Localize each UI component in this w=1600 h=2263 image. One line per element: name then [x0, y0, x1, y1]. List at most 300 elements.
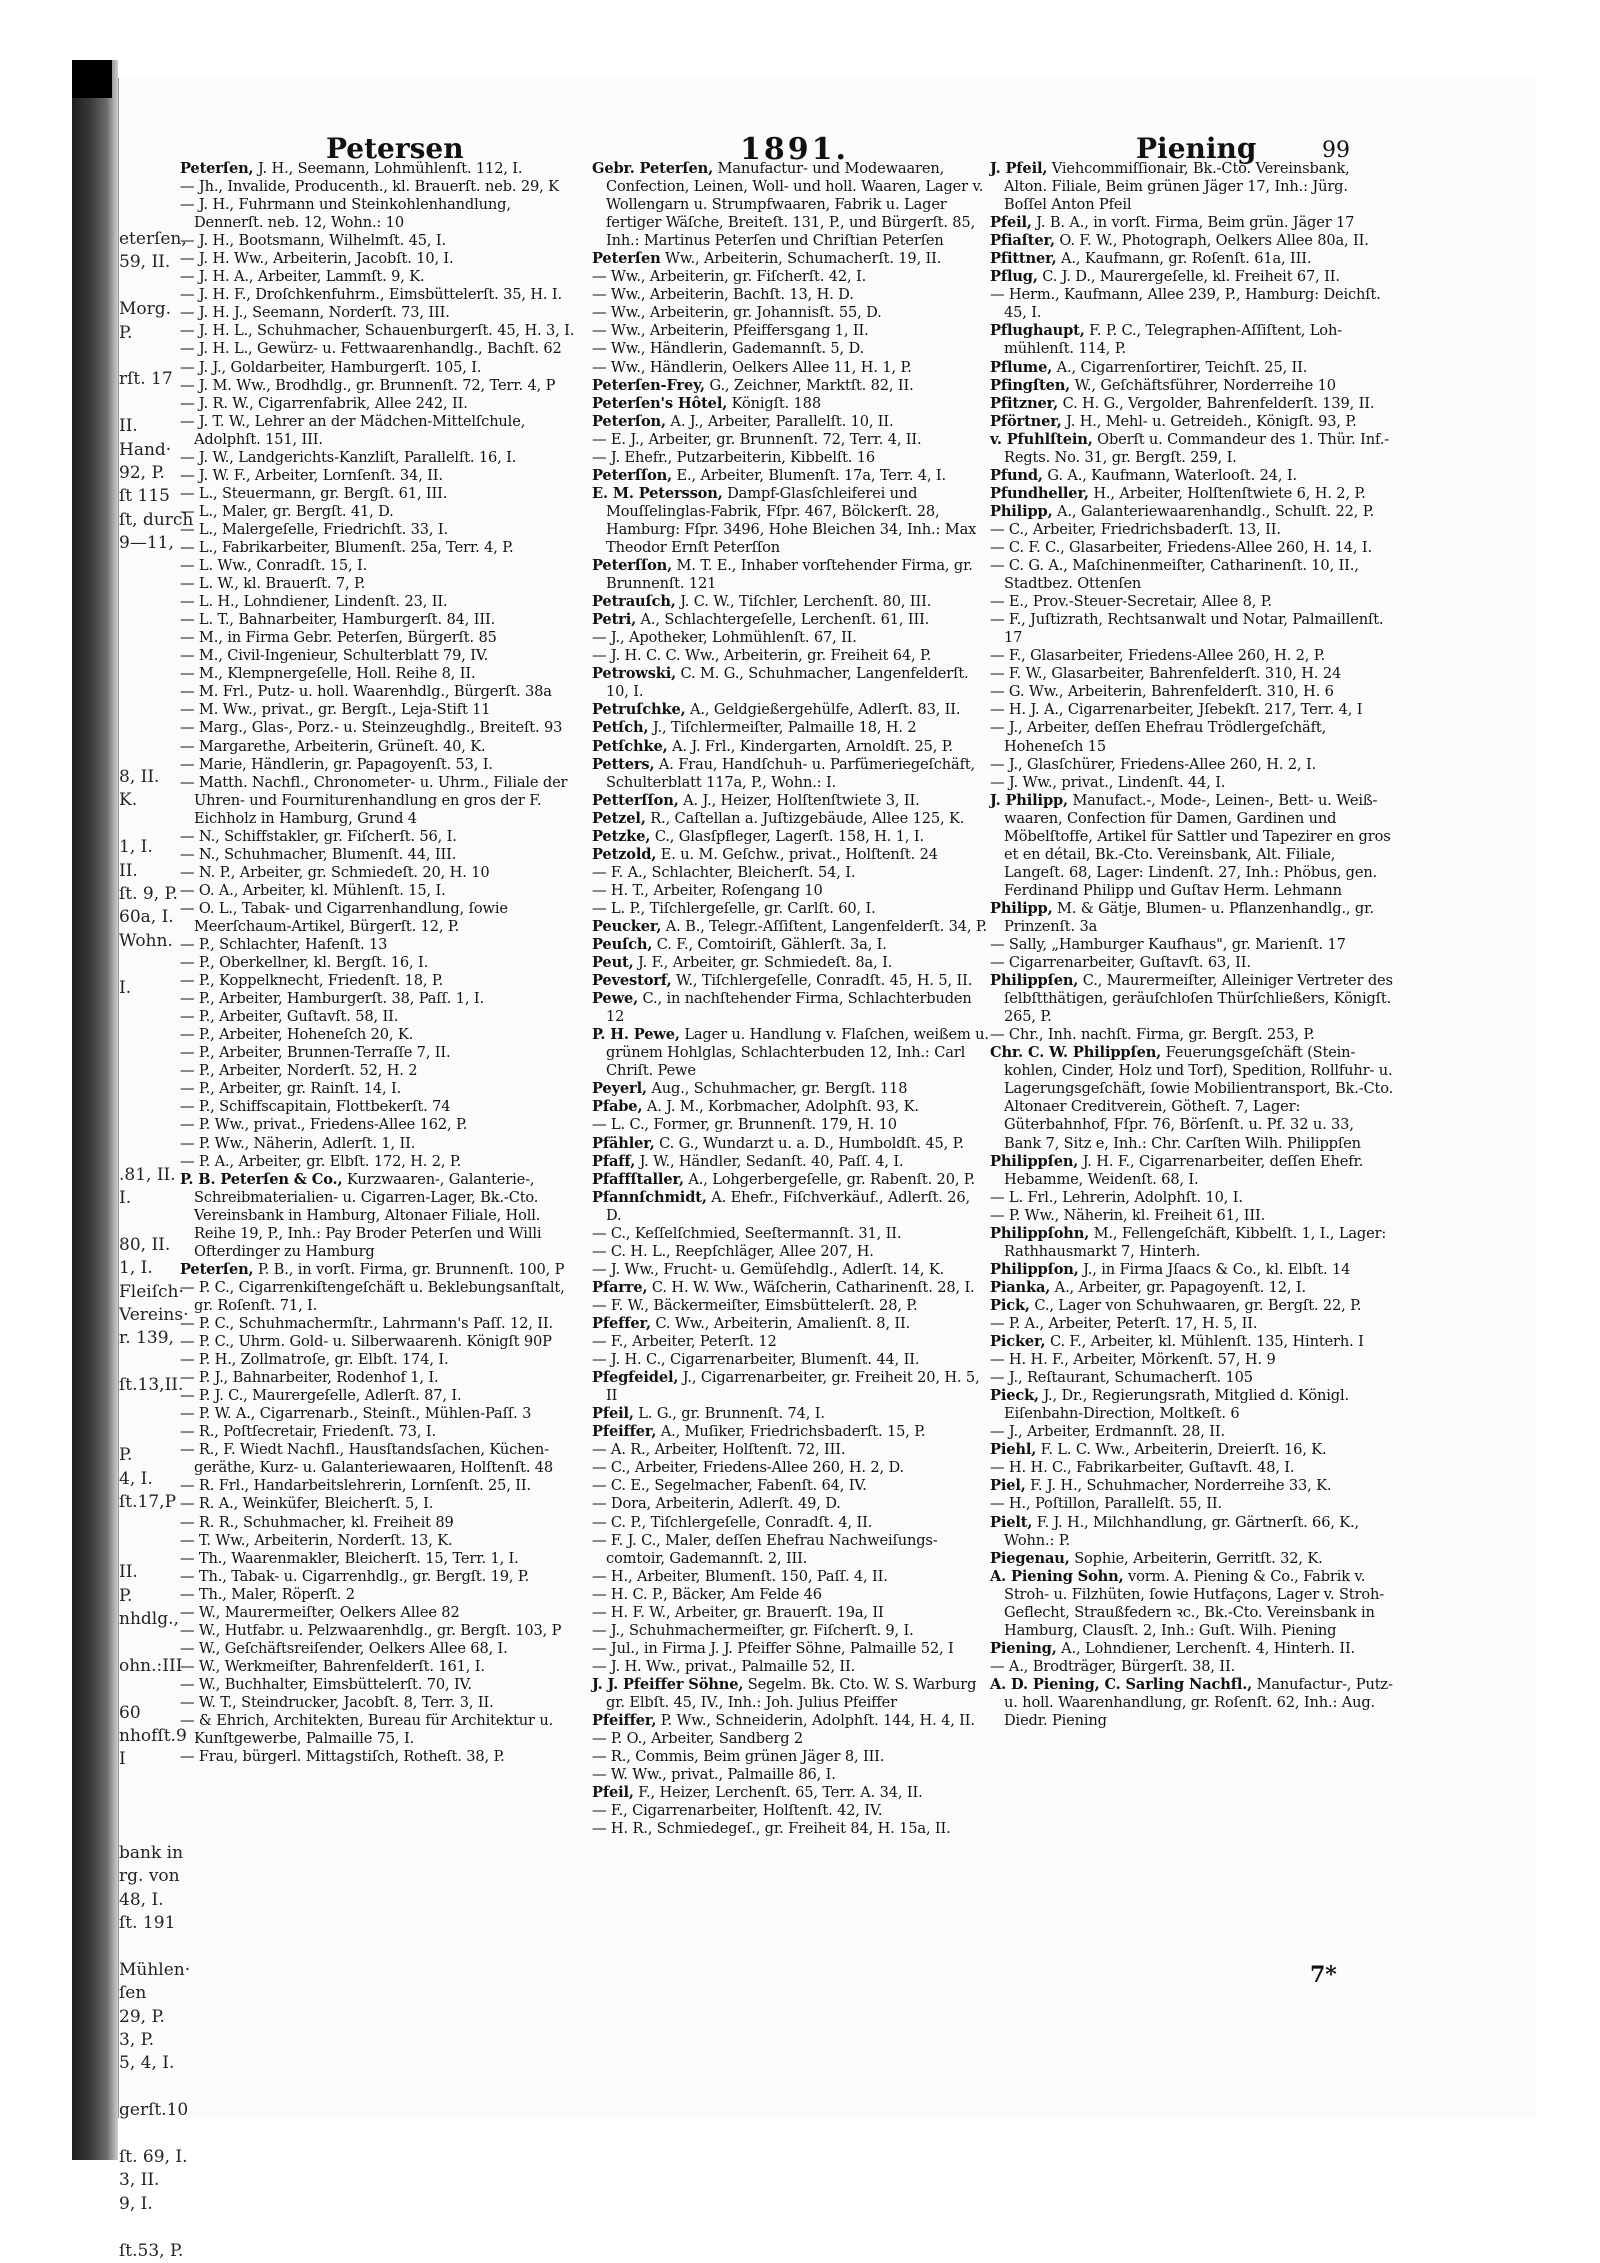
directory-entry — [592, 846, 990, 864]
entry-name: Piegenau, — [990, 1549, 1070, 1567]
entry-details: — J., Arbeiter, Erdmannſt. 28, II. — [990, 1423, 1225, 1441]
directory-entry — [180, 160, 584, 178]
entry-details: — P., Arbeiter, Guſtavſt. 58, II. — [180, 1008, 399, 1026]
directory-entry — [990, 593, 1394, 611]
entry-details: Segelm. Bk. Cto. W. S. Warburg gr. Elbſt. 45, IV., Inh.: Joh. Julius Pfeiffer — [606, 1675, 977, 1711]
entry-name: Pfundheller, — [990, 484, 1089, 502]
entry-details: — J. H. L., Schuhmacher, Schauenburgerſt. 45, H. 3, I. — [180, 322, 575, 340]
entry-details: — J. H. C. C. Ww., Arbeiterin, gr. Freiheit 64, P. — [592, 647, 932, 665]
entry-details: — L. P., Tiſchlergeſelle, gr. Carlſt. 60, I. — [592, 899, 876, 917]
edge-fragment — [119, 1023, 187, 1046]
edge-fragment — [119, 1047, 187, 1070]
entry-details: — F. W., Bäckermeiſter, Eimsbüttelerſt. 28, P. — [592, 1296, 918, 1314]
edge-fragment — [119, 1936, 187, 1959]
edge-fragment: 4, I. — [119, 1468, 153, 1489]
edge-fragment: 9—11, — [119, 533, 174, 554]
entry-details: A., Cigarrenſortirer, Teichſt. 25, II. — [1052, 358, 1308, 376]
entry-name: Petri, — [592, 611, 637, 629]
directory-entry — [990, 665, 1394, 683]
entry-details: M. & Gätje, Blumen- u. Pflanzenhandlg., gr. Prinzenſt. 3a — [1004, 899, 1374, 935]
directory-entry — [180, 1008, 584, 1026]
entry-details: C. G., Wundarzt u. a. D., Humboldſt. 45, P. — [654, 1134, 964, 1152]
directory-entry — [180, 503, 584, 521]
directory-entry — [592, 810, 990, 828]
directory-entry — [592, 936, 990, 954]
entry-name: Pielt, — [990, 1513, 1033, 1531]
directory-entry — [180, 882, 584, 900]
directory-entry — [990, 1658, 1394, 1676]
directory-entry — [592, 413, 990, 431]
entry-details: — C. P., Tiſchlergeſelle, Conradſt. 4, II. — [592, 1513, 873, 1531]
directory-entry — [592, 1586, 990, 1604]
entry-details: — Ww., Arbeiterin, gr. Johannisſt. 55, D. — [592, 304, 882, 322]
entry-details: — P. H., Zollmatroſe, gr. Elbſt. 174, I. — [180, 1351, 449, 1369]
directory-entry — [990, 701, 1394, 719]
edge-fragment — [119, 392, 187, 415]
entry-details: — O. A., Arbeiter, kl. Mühlenſt. 15, I. — [180, 881, 446, 899]
directory-entry — [990, 1044, 1394, 1152]
directory-entry — [180, 539, 584, 557]
entry-name: Philipp, — [990, 502, 1053, 520]
entry-details: Ww., Arbeiterin, Schumacherſt. 19, II. — [660, 250, 942, 268]
directory-entry — [592, 340, 990, 358]
entry-details: — Jh., Invalide, Producenth., kl. Brauerſt. neb. 29, K — [180, 178, 559, 196]
directory-entry — [592, 593, 990, 611]
entry-details: — P. J. C., Maurergeſelle, Adlerſt. 87, I. — [180, 1387, 462, 1405]
directory-entry — [180, 593, 584, 611]
directory-entry — [592, 304, 990, 322]
directory-entry — [180, 1694, 584, 1712]
entry-details: Manufactur- und Modewaaren, Confection, Leinen, Woll- und holl. Waaren, Lager v. Wollengarn u. Strumpfwaaren, Fabrik u. Lager fertiger Wäſche, Breiteſt. 131, P., und Bürgerſt. 85, Inh.: Martinus Peterſen und Chriſtian Peterſen — [606, 160, 984, 250]
directory-entry — [180, 286, 584, 304]
entry-details: P. Ww., Schneiderin, Adolphſt. 144, H. 4, II. — [656, 1712, 975, 1730]
entry-details: — T. Ww., Arbeiterin, Norderſt. 13, K. — [180, 1531, 453, 1549]
directory-entry — [990, 756, 1394, 774]
directory-entry — [990, 557, 1394, 593]
directory-entry — [592, 268, 990, 286]
directory-entry — [180, 1514, 584, 1532]
directory-entry — [592, 1766, 990, 1784]
directory-entry — [180, 1369, 584, 1387]
entry-details: — Jul., in Firma J. J. Pfeiffer Söhne, Palmaille 52, I — [592, 1639, 954, 1657]
entry-details: — O. L., Tabak- und Cigarrenhandlung, ſowie Meerſchaum-Artikel, Bürgerſt. 12, P. — [180, 899, 508, 935]
entry-name: Pfeffer, — [592, 1315, 651, 1332]
edge-fragment: 1, I. — [119, 837, 153, 858]
entry-name: Piel, — [990, 1477, 1026, 1495]
entry-details: — Ww., Arbeiterin, Pfeiffersgang 1, II. — [592, 322, 869, 340]
edge-fragment — [119, 2076, 187, 2099]
running-head-year: 1891. — [740, 132, 849, 167]
directory-entry — [180, 1044, 584, 1062]
directory-entry — [592, 900, 990, 918]
entry-name: Petrauſch, — [592, 593, 676, 611]
entry-details: C. H. G., Vergolder, Bahrenfelderſt. 139, II. — [1058, 394, 1375, 412]
entry-name: A. D. Piening, C. Sarling Nachfl., — [990, 1675, 1253, 1693]
directory-entry — [990, 1514, 1394, 1550]
directory-entry — [990, 1315, 1394, 1333]
directory-entry — [180, 936, 584, 954]
directory-entry — [180, 377, 584, 395]
directory-entry — [592, 1477, 990, 1495]
entry-details: — L. C., Former, gr. Brunnenſt. 179, H. 10 — [592, 1116, 897, 1134]
entry-details: J., Dr., Regierungsrath, Mitglied d. Königl. Eiſenbahn-Direction, Moltkeſt. 6 — [1004, 1387, 1349, 1423]
directory-entry — [990, 1351, 1394, 1369]
directory-entry — [592, 1116, 990, 1134]
entry-details: — Herm., Kaufmann, Allee 239, P., Hamburg: Deichſt. 45, I. — [990, 286, 1381, 322]
entry-details: — J. H. L., Gewürz- u. Fettwaarenhandlg., Bachſt. 62 — [180, 340, 562, 358]
edge-fragment — [119, 1678, 187, 1701]
entry-details: — A. R., Arbeiter, Holſtenſt. 72, III. — [592, 1441, 846, 1459]
entry-details: — L., Steuermann, gr. Bergſt. 61, III. — [180, 484, 448, 502]
directory-entry — [990, 1423, 1394, 1441]
directory-entry — [180, 1712, 584, 1748]
edge-fragment: II. — [119, 1562, 138, 1583]
edge-fragment: ſt. 191 — [119, 1913, 176, 1934]
entry-name: Pevestorf, — [592, 972, 672, 990]
edge-fragment: II. — [119, 416, 138, 437]
entry-details: — M. Frl., Putz- u. holl. Waarenhdlg., Bürgerſt. 38a — [180, 683, 552, 701]
entry-details: — G. Ww., Arbeiterin, Bahrenfelderſt. 310, H. 6 — [990, 683, 1334, 701]
directory-entry — [592, 1261, 990, 1279]
entry-details: F. J. H., Schuhmacher, Norderreihe 33, K. — [1025, 1477, 1332, 1495]
entry-name: Pfeiffer, — [592, 1423, 657, 1441]
directory-entry — [990, 377, 1394, 395]
entry-details: J. H. F., Cigarrenarbeiter, deſſen Ehefr. Hebamme, Weidenſt. 68, I. — [1004, 1152, 1364, 1188]
directory-entry — [592, 990, 990, 1026]
directory-entry — [592, 1622, 990, 1640]
directory-entry — [990, 1261, 1394, 1279]
entry-details: — H. H. C., Fabrikarbeiter, Guſtavſt. 48, I. — [990, 1459, 1295, 1477]
edge-fragment: I. — [119, 977, 132, 998]
entry-details: — J. W., Landgerichts-Kanzliſt, Parallelſt. 16, I. — [180, 448, 517, 466]
entry-details: — N. P., Arbeiter, gr. Schmiedeſt. 20, H. 10 — [180, 863, 490, 881]
entry-details: G., Zeichner, Marktſt. 82, II. — [704, 376, 914, 394]
directory-entry — [180, 1098, 584, 1116]
entry-details: — N., Schuhmacher, Blumenſt. 44, III. — [180, 845, 457, 863]
edge-fragment: gerſt.10 — [119, 2100, 189, 2121]
entry-details: J. W., Händler, Sedanſt. 40, Paſſ. 4, I. — [635, 1152, 904, 1170]
entry-name: Peterſon, — [592, 412, 666, 430]
entry-name: Piehl, — [990, 1441, 1037, 1459]
entry-details: — P., Schiffscapitain, Flottbekerſt. 74 — [180, 1098, 451, 1116]
directory-entry — [180, 1261, 584, 1279]
entry-name: J. Philipp, — [990, 791, 1068, 809]
directory-entry — [592, 1315, 990, 1333]
entry-details: J. B. A., in vorſt. Firma, Beim grün. Jäger 17 — [1031, 214, 1355, 232]
edge-fragment: eterſen, — [119, 229, 187, 249]
directory-entry — [180, 196, 584, 232]
entry-details: — M. Ww., privat., gr. Bergſt., Leja-Stift 11 — [180, 701, 491, 719]
entry-details: — Frau, bürgerl. Mittagstiſch, Rotheſt. 38, P. — [180, 1748, 505, 1766]
directory-column-1 — [180, 160, 584, 1766]
edge-fragment — [119, 2123, 187, 2146]
entry-details: — J. H. J., Seemann, Norderſt. 73, III. — [180, 304, 450, 322]
edge-fragment — [119, 1070, 187, 1093]
directory-entry — [990, 972, 1394, 1026]
entry-details: — P., Arbeiter, Hoheneſch 20, K. — [180, 1026, 414, 1044]
directory-entry — [990, 611, 1394, 647]
entry-details: — N., Schiffstakler, gr. Fiſcherſt. 56, I. — [180, 827, 457, 845]
entry-details: — W., Hutfabr. u. Pelzwaarenhdlg., gr. Bergſt. 103, P — [180, 1621, 562, 1639]
entry-details: — L., Malergeſelle, Friedrichſt. 33, I. — [180, 520, 448, 538]
entry-details: — P. Ww., privat., Friedens-Allee 162, P. — [180, 1116, 468, 1134]
entry-details: — F. A., Schlachter, Bleicherſt. 54, I. — [592, 863, 856, 881]
directory-entry — [990, 1207, 1394, 1225]
entry-details: — P. A., Arbeiter, gr. Elbſt. 172, H. 2, P. — [180, 1152, 462, 1170]
directory-entry — [592, 449, 990, 467]
entry-details: — H., Arbeiter, Blumenſt. 150, Paſſ. 4, II. — [592, 1567, 888, 1585]
directory-entry — [592, 1026, 990, 1080]
entry-name: Petters, — [592, 755, 655, 773]
entry-details: — W., Maurermeiſter, Oelkers Allee 82 — [180, 1603, 460, 1621]
entry-name: E. M. Petersson, — [592, 484, 723, 502]
directory-entry — [592, 557, 990, 593]
entry-details: Aug., Schuhmacher, gr. Bergſt. 118 — [646, 1080, 908, 1098]
entry-details: — P. C., Schuhmachermſtr., Lahrmann's Paſſ. 12, II. — [180, 1315, 553, 1332]
entry-details: Manufact.-, Mode-, Leinen-, Bett- u. Weißwaaren, Confection für Damen, Gardinen und Möbelſtoffe, Artikel für Sattler und Tapezirer en gros et en détail, Bk.-Cto. Vereinsbank, Alt. Filiale, Langeſt. 68, Lager: Lindenſt. 27, Inh.: Phöbus, gen. Ferdinand Philipp und Guſtav Herm. Lehmann — [1004, 791, 1391, 899]
directory-entry — [592, 1333, 990, 1351]
entry-details: F., Heizer, Lerchenſt. 65, Terr. A. 34, II. — [633, 1784, 923, 1802]
entry-details: — J., Arbeiter, deſſen Ehefrau Trödlergeſchäft, Hoheneſch 15 — [990, 719, 1327, 755]
directory-entry — [592, 665, 990, 701]
edge-fragment — [119, 1093, 187, 1116]
directory-entry — [180, 1351, 584, 1369]
edge-fragment — [119, 2216, 187, 2239]
entry-details: — L., Maler, gr. Bergſt. 41, D. — [180, 502, 394, 520]
directory-entry — [592, 954, 990, 972]
entry-details: Sophie, Arbeiterin, Gerritſt. 32, K. — [1069, 1549, 1323, 1567]
directory-entry — [180, 1604, 584, 1622]
edge-fragment: 5, 4, I. — [119, 2053, 175, 2074]
directory-entry — [592, 719, 990, 737]
entry-name: Peyerl, — [592, 1080, 647, 1098]
entry-details: — Th., Maler, Röperſt. 2 — [180, 1585, 355, 1603]
directory-entry — [990, 503, 1394, 521]
edge-fragment: Vereins· — [119, 1304, 189, 1325]
directory-entry — [180, 1315, 584, 1333]
directory-entry — [990, 286, 1394, 322]
entry-details: — Dora, Arbeiterin, Adlerſt. 49, D. — [592, 1495, 841, 1513]
entry-details: J. F., Arbeiter, gr. Schmiedeſt. 8a, I. — [633, 954, 893, 972]
entry-details: A., Galanteriewaarenhandlg., Schulſt. 22, P. — [1052, 502, 1374, 520]
directory-entry — [180, 1640, 584, 1658]
directory-entry — [180, 178, 584, 196]
entry-name: Pfitzner, — [990, 394, 1059, 412]
entry-name: Peterſſon, — [592, 557, 673, 575]
directory-entry — [592, 1658, 990, 1676]
edge-fragment: 8, II. — [119, 766, 160, 787]
entry-name: Pfingſten, — [990, 376, 1071, 394]
edge-fragment — [119, 1421, 187, 1444]
entry-details: — M., in Firma Gebr. Peterſen, Bürgerſt. 85 — [180, 629, 497, 647]
entry-details: — P. Ww., Näherin, Adlerſt. 1, II. — [180, 1134, 416, 1152]
edge-fragment: 48, I. — [119, 1889, 164, 1910]
directory-entry — [592, 1080, 990, 1098]
entry-details: — Marg., Glas-, Porz.- u. Steinzeughdlg., Breiteſt. 93 — [180, 719, 563, 737]
edge-fragment — [119, 813, 187, 836]
directory-entry — [592, 286, 990, 304]
directory-entry — [180, 756, 584, 774]
edge-fragment: Morg. — [119, 299, 172, 320]
edge-fragment: P. — [119, 322, 133, 343]
directory-entry — [592, 882, 990, 900]
entry-details: — P. Ww., Näherin, kl. Freiheit 61, III. — [990, 1206, 1266, 1224]
edge-fragment: 3, P. — [119, 2030, 155, 2051]
entry-name: J. Pfeil, — [990, 160, 1048, 177]
entry-details: — E. J., Arbeiter, gr. Brunnenſt. 72, Terr. 4, II. — [592, 430, 922, 448]
directory-entry — [592, 864, 990, 882]
directory-entry — [592, 918, 990, 936]
entry-details: — Ww., Händlerin, Gademannſt. 5, D. — [592, 340, 865, 358]
entry-details: — Ww., Händlerin, Oelkers Allee 11, H. 1, P. — [592, 358, 912, 376]
entry-name: Pfaff, — [592, 1152, 636, 1170]
entry-details: F. L. C. Ww., Arbeiterin, Dreierſt. 16, K. — [1036, 1441, 1327, 1459]
edge-fragment: Wohn. — [119, 930, 173, 951]
entry-name: Pflume, — [990, 358, 1053, 376]
entry-details: — H. J. A., Cigarrenarbeiter, Jſebekſt. 217, Terr. 4, I — [990, 701, 1363, 719]
entry-name: Peterſen-Frey, — [592, 376, 705, 394]
edge-fragment — [119, 719, 187, 742]
entry-name: Pianka, — [990, 1278, 1051, 1296]
directory-entry — [180, 1748, 584, 1766]
entry-details: R., Caſtellan a. Juſtizgebäude, Allee 125, K. — [645, 809, 965, 827]
directory-entry — [180, 1153, 584, 1171]
directory-entry — [990, 1225, 1394, 1261]
directory-entry — [592, 1640, 990, 1658]
entry-name: Petſchke, — [592, 737, 668, 755]
entry-details: C., in nachſtehender Firma, Schlachterbuden 12 — [606, 990, 972, 1026]
edge-fragment: r. 139, — [119, 1328, 174, 1349]
edge-fragment: ſt. 69, I. — [119, 2147, 188, 2168]
edge-fragment: nhofſt.9 — [119, 1726, 187, 1746]
entry-details: — L. Ww., Conradſt. 15, I. — [180, 557, 368, 575]
entry-details: A., Geldgießergehülfe, Adlerſt. 83, II. — [685, 701, 961, 719]
entry-details: — P. C., Uhrm. Gold- u. Silberwaarenh. Königſt 90P — [180, 1333, 552, 1351]
entry-details: — C., Arbeiter, Friedens-Allee 260, H. 2, D. — [592, 1459, 905, 1477]
entry-details: — P., Arbeiter, Norderſt. 52, H. 2 — [180, 1062, 418, 1080]
edge-fragment: Fleiſch· — [119, 1281, 184, 1302]
signature-mark: 7* — [1310, 1962, 1337, 1988]
directory-entry — [180, 683, 584, 701]
entry-details: — Margarethe, Arbeiterin, Grüneſt. 40, K. — [180, 737, 486, 755]
directory-entry — [592, 629, 990, 647]
edge-fragment: 29, P. — [119, 2006, 165, 2027]
directory-entry — [990, 413, 1394, 431]
directory-entry — [180, 304, 584, 322]
directory-entry — [592, 1802, 990, 1820]
entry-details: Manufactur-, Putz- u. holl. Waarenhandlung, gr. Roſenſt. 62, Inh.: Aug. Diedr. Piening — [1004, 1675, 1393, 1730]
directory-entry — [180, 701, 584, 719]
directory-entry — [592, 1676, 990, 1712]
entry-details: J. H., Seemann, Lohmühlenſt. 112, I. — [253, 160, 523, 177]
entry-details: — J. H. Ww., privat., Palmaille 52, II. — [592, 1657, 856, 1675]
directory-entry — [592, 160, 990, 250]
directory-entry — [180, 1116, 584, 1134]
entry-name: Pfabe, — [592, 1098, 643, 1116]
entry-details: — J. H., Fuhrmann und Steinkohlenhandlung, Dennerſt. neb. 12, Wohn.: 10 — [180, 196, 511, 232]
edge-fragment: rſt. 17 — [119, 369, 173, 390]
directory-column-2 — [592, 160, 990, 1838]
directory-entry — [180, 972, 584, 990]
directory-entry — [592, 1784, 990, 1802]
entry-details: M. T. E., Inhaber vorſtehender Firma, gr. Brunnenſt. 121 — [606, 557, 973, 593]
directory-entry — [990, 1640, 1394, 1658]
entry-details: — J. W. F., Arbeiter, Lornſenſt. 34, II. — [180, 466, 443, 484]
entry-details: J. H., Mehl- u. Getreideh., Königſt. 93, P. — [1061, 412, 1357, 430]
directory-entry — [180, 521, 584, 539]
entry-name: Pfegfeidel, — [592, 1369, 679, 1387]
entry-details: — J., Reſtaurant, Schumacherſt. 105 — [990, 1369, 1253, 1387]
directory-entry — [592, 431, 990, 449]
entry-details: — W., Werkmeiſter, Bahrenfelderſt. 161, I. — [180, 1657, 485, 1675]
directory-entry — [592, 1712, 990, 1730]
entry-details: — R., Commis, Beim grünen Jäger 8, III. — [592, 1748, 885, 1766]
directory-entry — [990, 719, 1394, 755]
entry-details: Oberſt u. Commandeur des 1. Thür. Inf.-Regts. No. 31, gr. Bergſt. 259, I. — [1004, 430, 1389, 466]
entry-name: Pfeil, — [592, 1784, 634, 1802]
directory-entry — [592, 1568, 990, 1586]
entry-name: P. B. Peterſen & Co., — [180, 1170, 343, 1188]
entry-details: A., Lohndiener, Lerchenſt. 4, Hinterh. II. — [1056, 1639, 1356, 1657]
entry-details: — Chr., Inh. nachſt. Firma, gr. Bergſt. 253, P. — [990, 1026, 1315, 1044]
entry-details: F. P. C., Telegraphen-Aſſiſtent, Lohmühlenſt. 114, P. — [1004, 322, 1343, 358]
directory-entry — [180, 395, 584, 413]
directory-entry — [990, 431, 1394, 467]
directory-entry — [180, 846, 584, 864]
directory-entry — [592, 359, 990, 377]
entry-details: — P., Oberkellner, kl. Bergſt. 16, I. — [180, 954, 429, 972]
entry-details: — Th., Tabak- u. Cigarrenhdlg., gr. Bergſt. 19, P. — [180, 1567, 530, 1585]
entry-details: M., Fellengeſchäft, Kibbelſt. 1, I., Lager: Rathhausmarkt 7, Hinterh. — [1004, 1224, 1387, 1260]
edge-fragment: K. — [119, 790, 138, 811]
edge-fragment — [119, 1772, 187, 1795]
entry-details: — J. T. W., Lehrer an der Mädchen-Mittelſchule, Adolphſt. 151, III. — [180, 412, 526, 448]
entry-details: — L. T., Bahnarbeiter, Hamburgerſt. 84, III. — [180, 611, 496, 629]
entry-details: — J., Glasſchürer, Friedens-Allee 260, H. 2, I. — [990, 755, 1317, 773]
edge-fragment: 60a, I. — [119, 907, 174, 928]
directory-entry — [180, 1423, 584, 1441]
directory-entry — [180, 449, 584, 467]
edge-fragment — [119, 953, 187, 976]
directory-entry — [592, 1748, 990, 1766]
entry-details: — Sally, „Hamburger Kaufhaus", gr. Marienſt. 17 — [990, 936, 1346, 954]
directory-entry — [990, 1333, 1394, 1351]
directory-entry — [180, 864, 584, 882]
edge-fragment — [119, 1538, 187, 1561]
edge-fragment — [119, 1398, 187, 1421]
edge-fragment: ſt.13,II. — [119, 1375, 184, 1396]
entry-details: — M., Klempnergeſelle, Holl. Reihe 8, II. — [180, 665, 476, 683]
directory-entry — [180, 322, 584, 340]
entry-details: — J. H. A., Arbeiter, Lammſt. 9, K. — [180, 268, 425, 286]
entry-details: A. J. M., Korbmacher, Adolphſt. 93, K. — [642, 1098, 919, 1116]
directory-entry — [180, 1171, 584, 1261]
entry-details: — W. Ww., privat., Palmaille 86, I. — [592, 1766, 836, 1784]
directory-entry — [180, 1405, 584, 1423]
entry-details: — P., Arbeiter, gr. Rainſt. 14, I. — [180, 1080, 402, 1098]
directory-entry — [592, 467, 990, 485]
entry-details: — L., Fabrikarbeiter, Blumenſt. 25a, Terr. 4, P. — [180, 538, 514, 556]
directory-entry — [990, 160, 1394, 214]
entry-details: — P. W. A., Cigarrenarb., Steinſt., Mühlen-Paſſ. 3 — [180, 1405, 532, 1423]
edge-fragment — [119, 1631, 187, 1654]
entry-details: A., Arbeiter, gr. Papagoyenſt. 12, I. — [1050, 1278, 1306, 1296]
entry-details: C. H. W. Ww., Wäſcherin, Catharinenſt. 28, I. — [647, 1278, 975, 1296]
directory-entry — [592, 1532, 990, 1568]
edge-fragment: 80, II. — [119, 1234, 171, 1255]
entry-name: Peterſen — [592, 250, 661, 268]
directory-entry — [180, 629, 584, 647]
